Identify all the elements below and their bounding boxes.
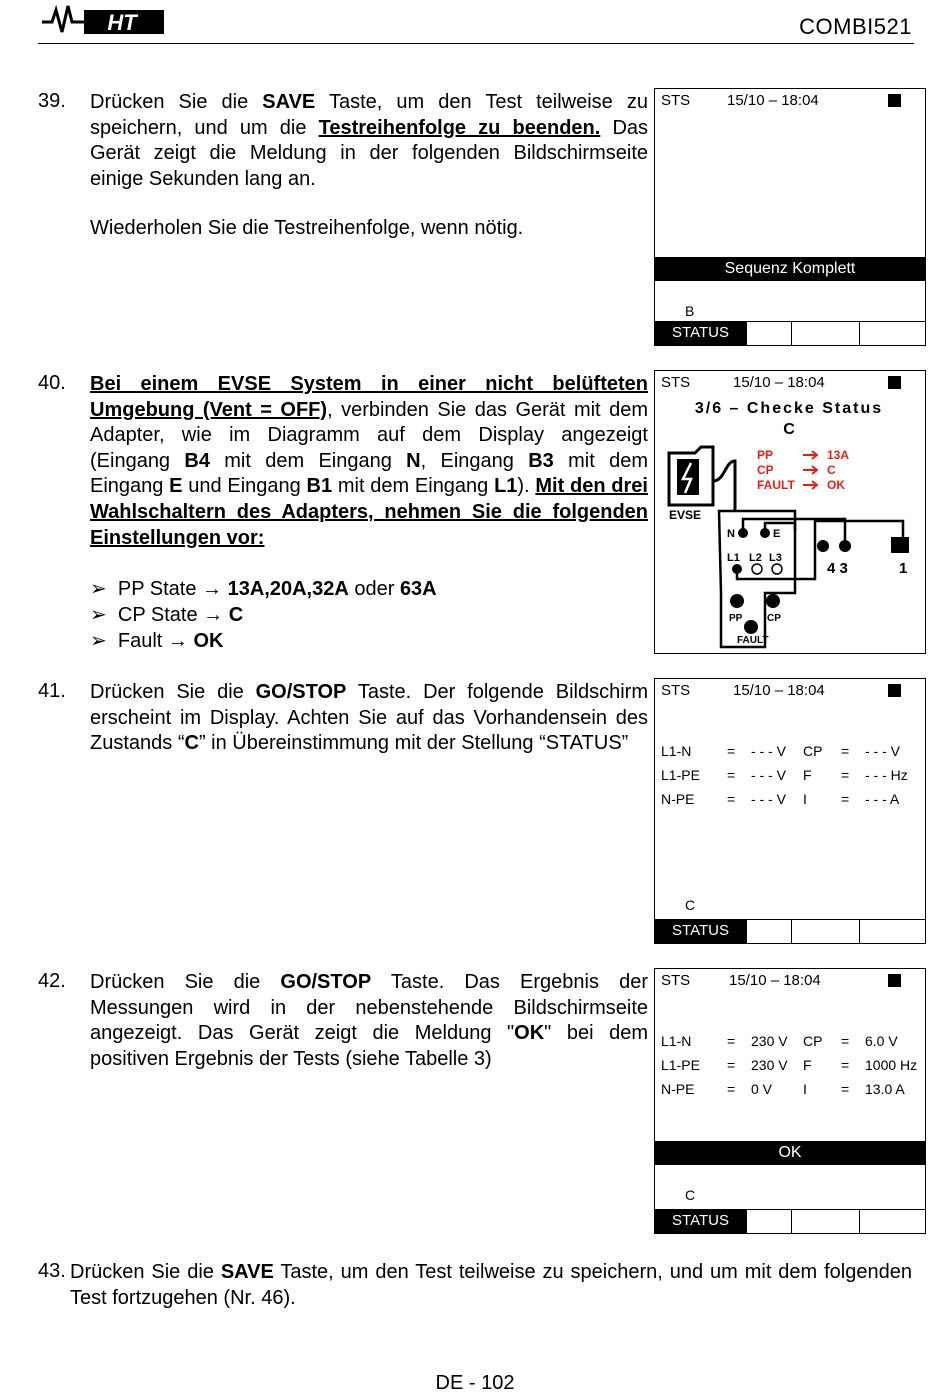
connection-diagram (655, 371, 924, 652)
measurement-row: L1-N = - - - V CP = - - - V (661, 743, 900, 759)
input-1-label: 1 (899, 560, 908, 577)
softkey-3 (792, 920, 860, 943)
softkey-2 (747, 920, 792, 943)
battery-icon (888, 94, 901, 107)
softkey-row (655, 1209, 925, 1233)
step-39-number: 39. (38, 90, 66, 112)
pp-label: PP (757, 448, 774, 462)
datetime: 15/10 – 18:04 (733, 374, 825, 391)
softkey-4 (860, 920, 925, 943)
measurement-table (661, 1029, 917, 1101)
step-40-number: 40. (38, 372, 66, 394)
switch-fault-label: FAULT (737, 635, 769, 646)
page-header (38, 0, 914, 44)
measurement-row: L1-PE = - - - V F = - - - Hz (661, 767, 908, 783)
softkey-row (655, 919, 925, 943)
screen-step-39 (654, 88, 926, 346)
logo-text: HT (107, 10, 137, 35)
softkey-3 (792, 322, 860, 345)
position-caption: C (685, 1187, 696, 1203)
position-caption: C (685, 897, 696, 913)
evse-label: EVSE (669, 508, 702, 522)
step-39-note: Wiederholen Sie die Testreihenfolge, wenn nötig. (90, 217, 524, 239)
softkey-status: STATUS (655, 1210, 747, 1233)
bullet-pp: ➢ PP State → 13A,20A,32A oder 63A (90, 578, 437, 600)
ht-logo-icon (40, 4, 166, 36)
step-41-text: Drücken Sie die GO/STOP Taste. Der folgende Bildschirm erscheint im Display. Achten Sie auf das Vorhandensein des Zustands “C” in Übereinstimmung mit der Stellung “STATUS” (90, 681, 648, 755)
cp-label: CP (757, 463, 774, 477)
softkey-row (655, 321, 925, 345)
diagram-title: 3/6 – Checke Status (694, 400, 884, 417)
mode-label: STS (661, 92, 691, 109)
datetime: 15/10 – 18:04 (727, 92, 819, 109)
battery-icon (888, 684, 901, 697)
battery-icon (888, 974, 901, 987)
page-number: DE - 102 (435, 1372, 515, 1394)
screen-step-41 (654, 678, 926, 944)
step-39-text: Drücken Sie die SAVE Taste, um den Test teilweise zu speichern, und um die Testreihenfolge zu beenden. Das Gerät zeigt die Meldung in der folgenden Bildschirmseite einige Sekunden lang an. (90, 91, 649, 190)
fault-value: OK (827, 478, 845, 492)
step-41-number: 41. (38, 680, 66, 702)
datetime: 15/10 – 18:04 (729, 972, 821, 989)
fault-label: FAULT (757, 478, 795, 492)
result-bar: OK (655, 1141, 925, 1165)
measurement-table (661, 739, 908, 811)
mode-label: STS (661, 374, 691, 391)
step-40-bullets (90, 576, 437, 654)
softkey-4 (860, 1210, 925, 1233)
pp-value: 13A (827, 448, 850, 462)
softkey-3 (792, 1210, 860, 1233)
measurement-row: N-PE = 0 V I = 13.0 A (661, 1081, 905, 1097)
screen-step-42 (654, 968, 926, 1234)
mode-label: STS (661, 682, 691, 699)
switch-pp-label: PP (729, 613, 743, 624)
bullet-fault: ➢ Fault → OK (90, 630, 224, 652)
softkey-status: STATUS (655, 920, 747, 943)
terminal-l2-label: L2 (749, 552, 762, 564)
switch-cp-label: CP (767, 613, 781, 624)
bullet-cp: ➢ CP State → C (90, 604, 244, 626)
measurement-row: L1-PE = 230 V F = 1000 Hz (661, 1057, 918, 1073)
datetime: 15/10 – 18:04 (733, 682, 825, 699)
cp-value: C (827, 463, 836, 477)
position-caption: B (685, 303, 695, 319)
step-40-text: Bei einem EVSE System in einer nicht belüfteten Umgebung (Vent = OFF), verbinden Sie das Gerät mit dem Adapter, wie im Diagramm auf dem Display angezeigt (Eingang B4 mit dem Eingang N, Eingang B3 mit dem Eingang E und Eingang B1 mit dem Eingang L1). Mit den drei Wahlschaltern des Adapters, nehmen Sie die folgenden Einstellungen vor: (90, 373, 648, 549)
terminal-e-label: E (773, 528, 781, 540)
terminal-l3-label: L3 (769, 552, 782, 564)
step-42-text: Drücken Sie die GO/STOP Taste. Das Ergebnis der Messungen wird in der nebenstehende Bildschirmseite angezeigt. Das Gerät zeigt die Meldung "OK" bei dem positiven Ergebnis der Tests (siehe Tabelle 3) (90, 971, 648, 1070)
softkey-status: STATUS (655, 322, 747, 345)
softkey-2 (747, 322, 792, 345)
measurement-row: L1-N = 230 V CP = 6.0 V (661, 1033, 898, 1049)
step-42-number: 42. (38, 970, 66, 992)
model-name: COMBI521 (799, 14, 912, 39)
measurement-row: N-PE = - - - V I = - - - A (661, 791, 900, 807)
mode-label: STS (661, 972, 691, 989)
diagram-subtitle: C (783, 421, 795, 438)
terminal-n-label: N (727, 528, 735, 540)
softkey-2 (747, 1210, 792, 1233)
terminal-l1-label: L1 (727, 552, 740, 564)
evse-plug-icon (677, 459, 699, 495)
softkey-4 (860, 322, 925, 345)
screen-step-40 (654, 370, 926, 654)
step-43-text: Drücken Sie die SAVE Taste, um den Test teilweise zu speichern, und um mit dem folgenden Test fortzugehen (Nr. 46). (70, 1261, 912, 1309)
step-43-number: 43. (38, 1260, 66, 1282)
input-43-label: 4 3 (827, 560, 848, 577)
message-bar: Sequenz Komplett (655, 257, 925, 281)
